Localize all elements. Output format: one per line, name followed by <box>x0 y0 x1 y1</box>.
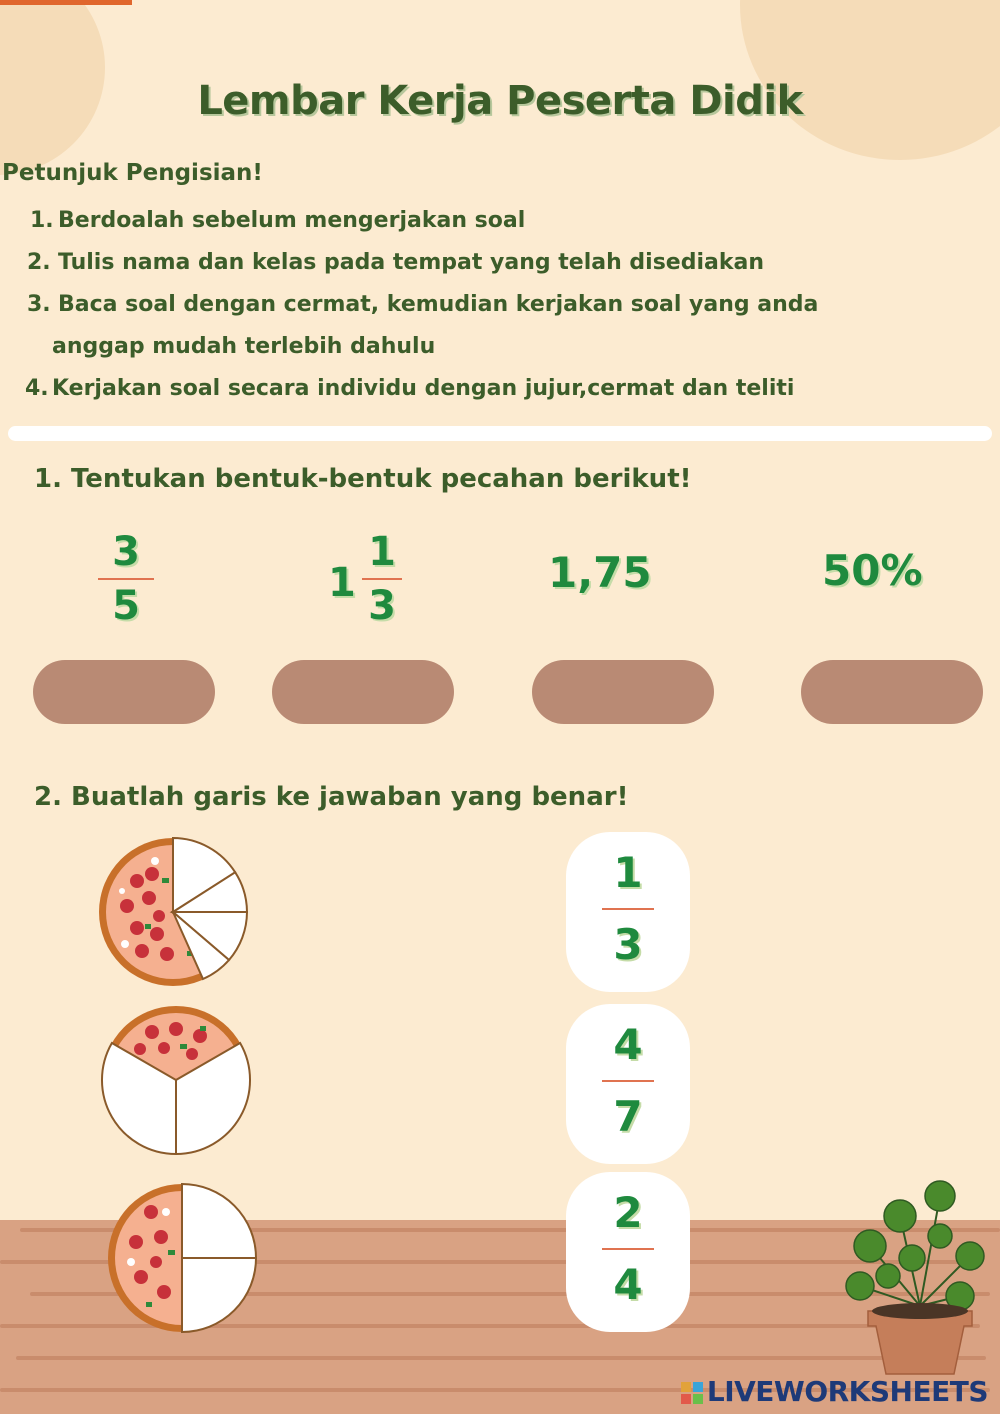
fraction-denominator: 4 <box>613 1260 643 1309</box>
instruction-number: 1. <box>30 208 54 233</box>
instruction-item <box>0 242 818 284</box>
fraction-denominator: 5 <box>112 583 140 629</box>
instruction-text-continued: anggap mudah terlebih dahulu <box>52 334 436 359</box>
instruction-text: Baca soal dengan cermat, kemudian kerjakan soal yang anda <box>58 292 819 317</box>
fraction-bar <box>602 1080 654 1082</box>
fraction-denominator: 3 <box>368 583 396 629</box>
liveworksheets-logo-icon <box>681 1382 703 1404</box>
mixed-whole-part: 1 <box>328 560 356 606</box>
card-fraction <box>566 848 690 970</box>
fraction-denominator: 7 <box>613 1092 643 1141</box>
section-divider <box>8 426 992 441</box>
fraction-numerator: 2 <box>613 1188 643 1237</box>
instructions-list <box>0 200 818 410</box>
answer-card-3[interactable] <box>566 1172 690 1332</box>
pizza-2-image[interactable] <box>100 1004 252 1156</box>
fraction-3-5 <box>98 530 154 628</box>
fraction-denominator: 3 <box>613 920 643 969</box>
fraction-numerator: 3 <box>112 529 140 575</box>
fraction-bar <box>98 578 154 580</box>
answer-card-2[interactable] <box>566 1004 690 1164</box>
fraction-bar <box>602 908 654 910</box>
question-1-title: 1. Tentukan bentuk-bentuk pecahan berikut! <box>34 464 692 494</box>
instruction-text: Tulis nama dan kelas pada tempat yang telah disediakan <box>58 250 764 275</box>
instruction-text: Berdoalah sebelum mengerjakan soal <box>58 208 526 233</box>
instruction-number: 2. <box>27 250 51 275</box>
potted-plant-icon <box>840 1176 990 1376</box>
instruction-item <box>0 284 818 368</box>
fraction-bar <box>602 1248 654 1250</box>
instruction-item <box>0 368 818 410</box>
instruction-number: 3. <box>27 292 51 317</box>
answer-field-4[interactable] <box>801 660 983 724</box>
pizza-1-image[interactable] <box>97 836 249 988</box>
percent-value: 50% <box>822 546 923 595</box>
worksheet-title: Lembar Kerja Peserta Didik <box>197 78 803 124</box>
fraction-numerator: 1 <box>613 848 643 897</box>
answer-field-2[interactable] <box>272 660 454 724</box>
accent-bar <box>0 0 132 5</box>
instruction-item <box>0 200 818 242</box>
pizza-3-image[interactable] <box>106 1182 258 1334</box>
fraction-numerator: 4 <box>613 1020 643 1069</box>
card-fraction <box>566 1188 690 1310</box>
question-2-title: 2. Buatlah garis ke jawaban yang benar! <box>34 782 629 812</box>
answer-field-3[interactable] <box>532 660 714 724</box>
answer-card-1[interactable] <box>566 832 690 992</box>
liveworksheets-brand <box>681 1375 988 1408</box>
decimal-value: 1,75 <box>548 548 652 597</box>
card-fraction <box>566 1020 690 1142</box>
answer-field-1[interactable] <box>33 660 215 724</box>
instruction-number: 4. <box>25 376 49 401</box>
mixed-fraction-1-3 <box>362 530 402 628</box>
instructions-heading: Petunjuk Pengisian! <box>2 160 263 186</box>
instruction-text: Kerjakan soal secara individu dengan jujur,cermat dan teliti <box>52 376 795 401</box>
fraction-bar <box>362 578 402 580</box>
fraction-numerator: 1 <box>368 529 396 575</box>
brand-name: LIVEWORKSHEETS <box>706 1375 988 1408</box>
